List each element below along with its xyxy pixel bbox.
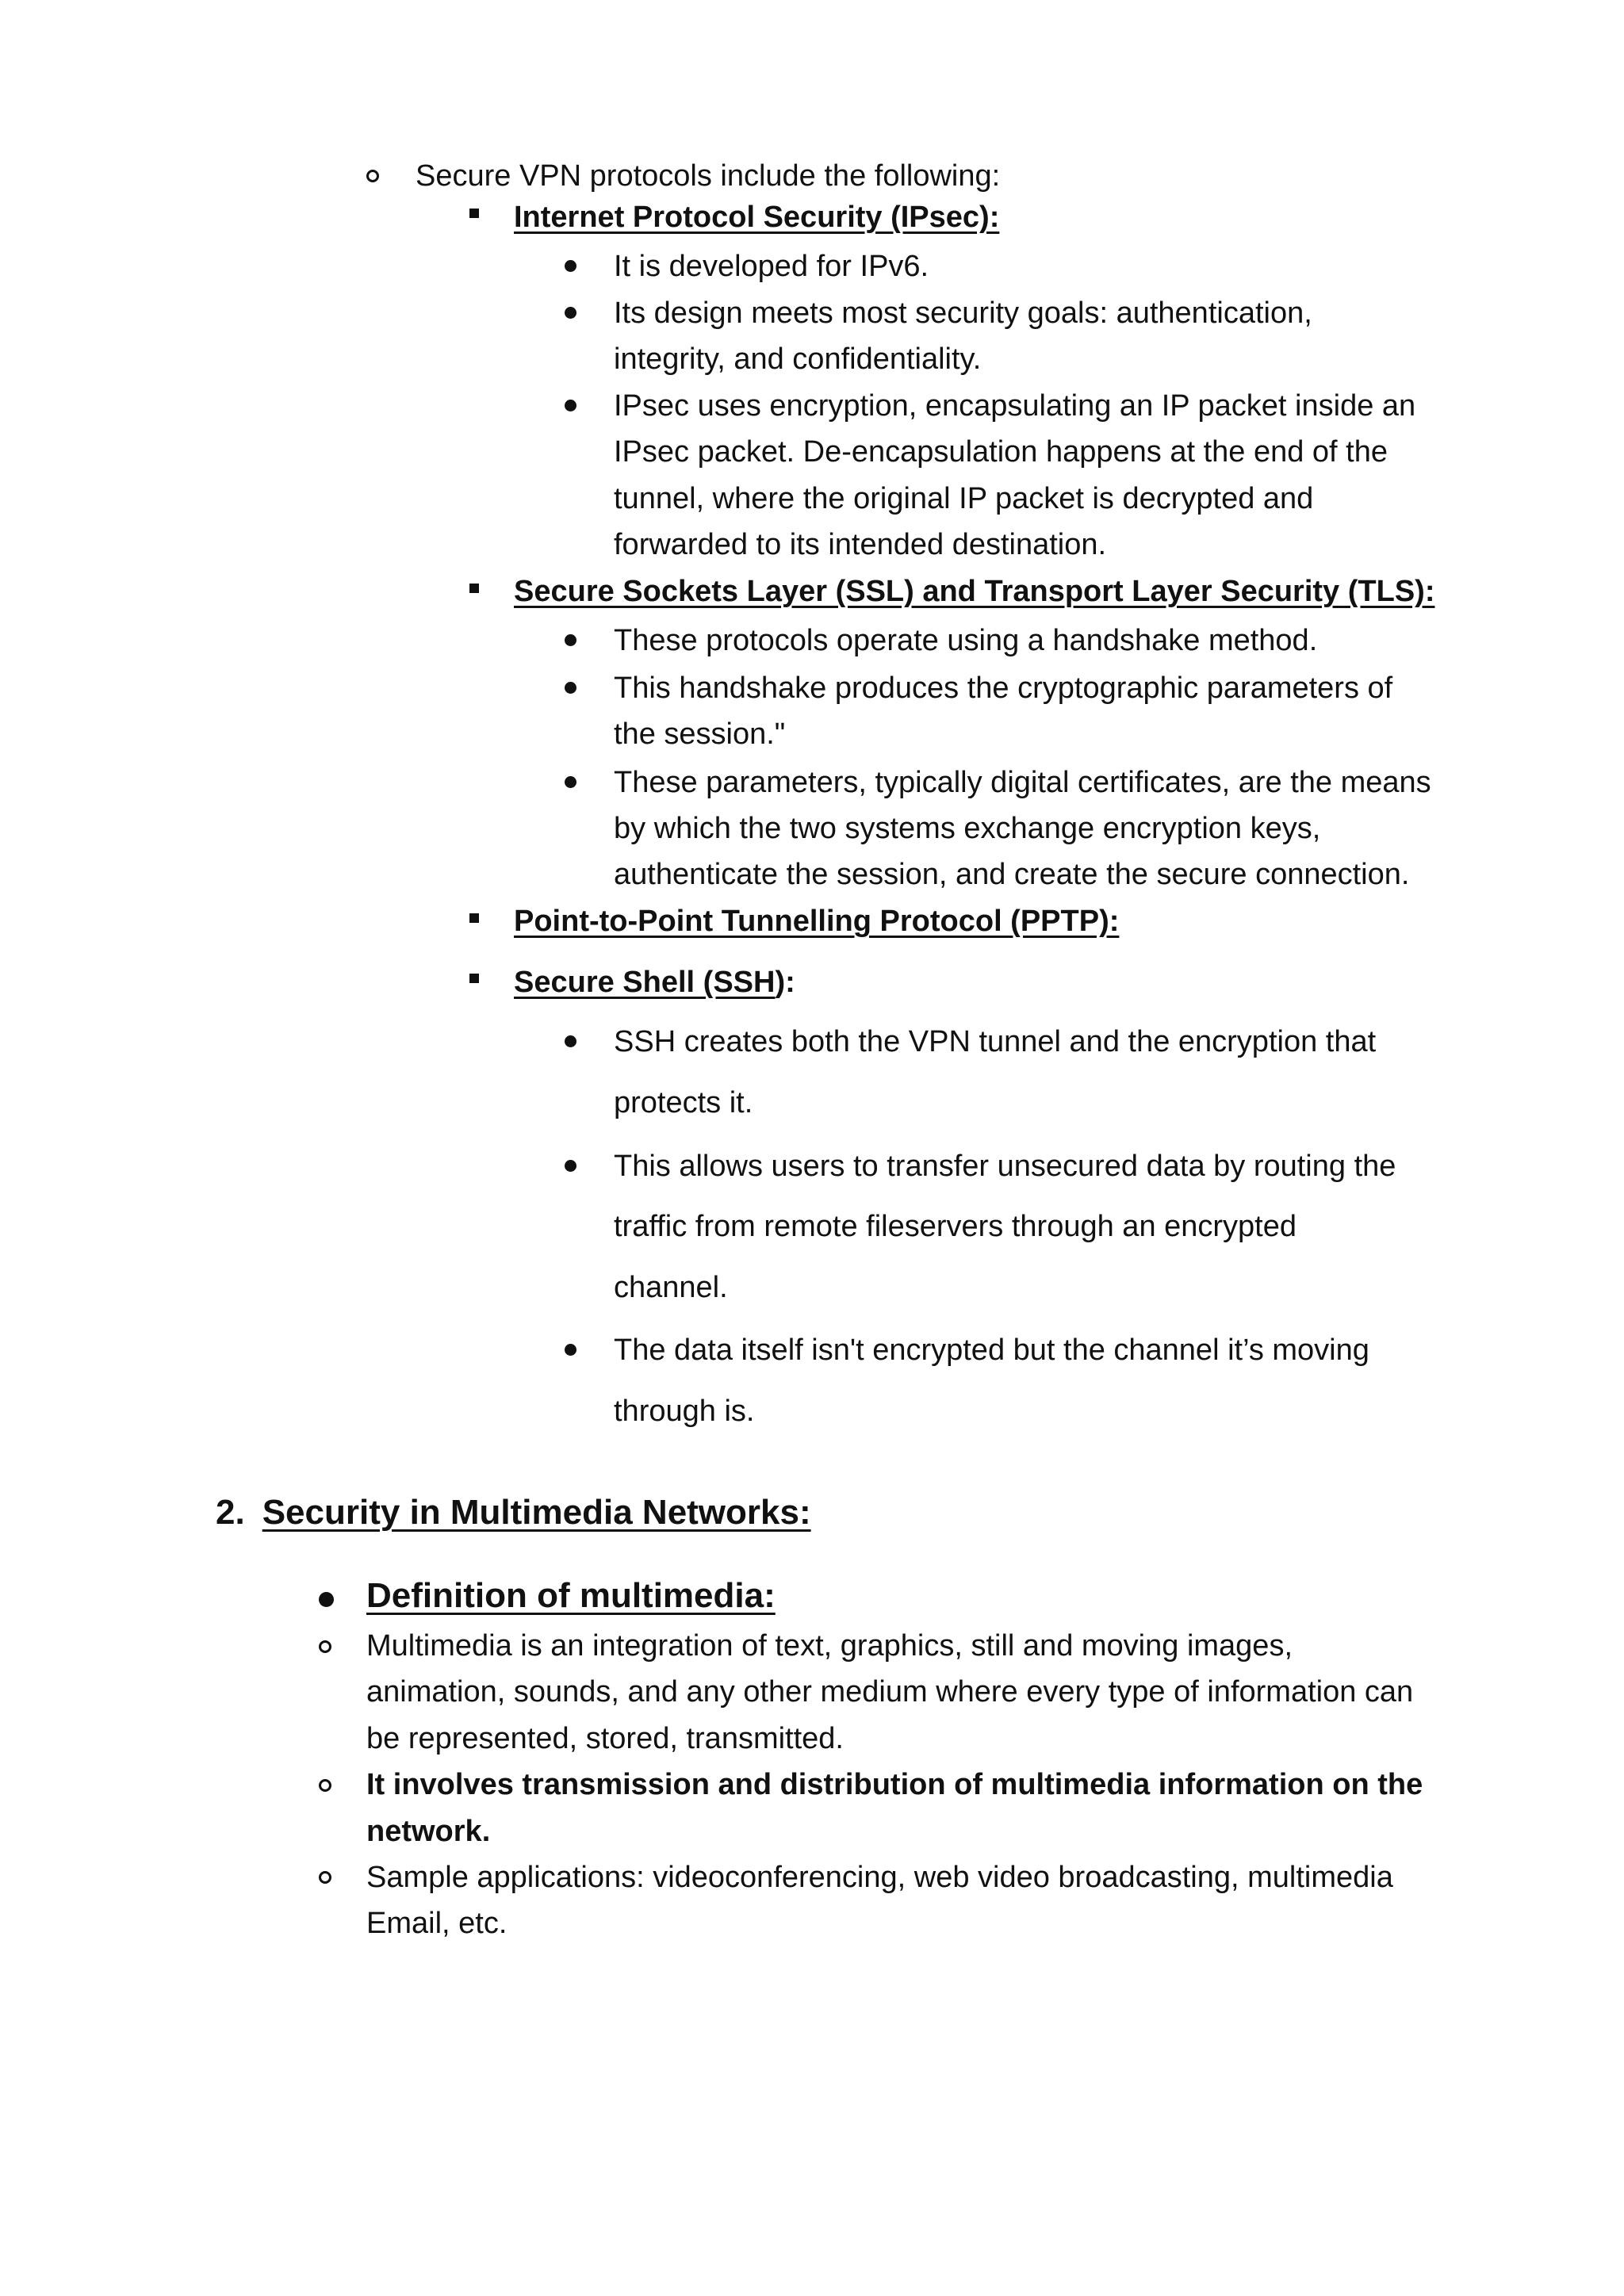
multimedia-point-2-line-2: network. xyxy=(366,1815,491,1848)
dot-bullet-icon xyxy=(565,1035,576,1047)
square-bullet-icon xyxy=(469,584,479,593)
definition-heading xyxy=(366,1572,776,1620)
section-number: 2. xyxy=(216,1493,245,1532)
ssh-item-2-line-1: This allows users to transfer unsecured data by routing the xyxy=(614,1150,1396,1183)
pptp-title: Point-to-Point Tunnelling Protocol (PPTP): xyxy=(514,905,1120,938)
ssh-title-suffix: ): xyxy=(775,966,795,999)
definition-heading-text: Definition of multimedia: xyxy=(366,1576,776,1615)
multimedia-point-1-line-1: Multimedia is an integration of text, graphics, still and moving images, xyxy=(366,1629,1293,1663)
dot-bullet-icon xyxy=(565,400,576,411)
ssh-item-3-line-2: through is. xyxy=(614,1395,755,1428)
ssl-item-2-line-2: the session." xyxy=(614,718,786,751)
multimedia-point-1-line-3: be represented, stored, transmitted. xyxy=(366,1722,844,1755)
ssh-item-2-line-3: channel. xyxy=(614,1271,728,1304)
ssl-item-1-line-1: These protocols operate using a handshake method. xyxy=(614,624,1318,657)
dot-bullet-icon xyxy=(565,260,576,272)
ipsec-item-3-line-1: IPsec uses encryption, encapsulating an IP packet inside an xyxy=(614,389,1416,423)
ssh-title-underlined: Secure Shell (SSH xyxy=(514,966,776,999)
dot-bullet-icon xyxy=(565,776,576,788)
ssh-item-1-line-1: SSH creates both the VPN tunnel and the encryption that xyxy=(614,1025,1377,1058)
dot-bullet-icon xyxy=(565,682,576,694)
ssl-item-3-line-1: These parameters, typically digital certificates, are the means xyxy=(614,766,1431,799)
multimedia-point-3-line-2: Email, etc. xyxy=(366,1907,508,1940)
dot-bullet-icon xyxy=(319,1592,334,1607)
ssh-title xyxy=(514,959,795,1005)
hollow-circle-bullet-icon xyxy=(319,1640,331,1653)
ssh-item-1-line-2: protects it. xyxy=(614,1086,753,1119)
ipsec-item-2-line-2: integrity, and confidentiality. xyxy=(614,342,982,376)
square-bullet-icon xyxy=(469,913,479,923)
multimedia-point-2-line-1: It involves transmission and distribution of multimedia information on the xyxy=(366,1768,1423,1801)
dot-bullet-icon xyxy=(565,307,576,319)
ssh-item-3-line-1: The data itself isn't encrypted but the channel it’s moving xyxy=(614,1334,1369,1367)
multimedia-point-3-line-1: Sample applications: videoconferencing, web video broadcasting, multimedia xyxy=(366,1861,1393,1894)
dot-bullet-icon xyxy=(565,1160,576,1172)
ipsec-title: Internet Protocol Security (IPsec): xyxy=(514,201,1000,234)
dot-bullet-icon xyxy=(565,634,576,646)
section-title: Security in Multimedia Networks: xyxy=(262,1493,811,1532)
square-bullet-icon xyxy=(469,974,479,983)
section-2-heading xyxy=(216,1489,811,1536)
ipsec-item-3-line-3: tunnel, where the original IP packet is decrypted and xyxy=(614,482,1314,515)
ipsec-item-3-line-4: forwarded to its intended destination. xyxy=(614,528,1107,561)
ipsec-item-3-line-2: IPsec packet. De-encapsulation happens at the end of the xyxy=(614,435,1388,469)
ssl-item-3-line-3: authenticate the session, and create the secure connection. xyxy=(614,858,1410,891)
hollow-circle-bullet-icon xyxy=(319,1779,331,1792)
ssl-tls-title: Secure Sockets Layer (SSL) and Transport Layer Security (TLS): xyxy=(514,575,1435,608)
ipsec-item-1-line-1: It is developed for IPv6. xyxy=(614,250,929,283)
hollow-circle-bullet-icon xyxy=(319,1871,331,1884)
hollow-circle-bullet-icon xyxy=(366,170,379,182)
square-bullet-icon xyxy=(469,209,479,218)
ssh-item-2-line-2: traffic from remote fileservers through an encrypted xyxy=(614,1210,1297,1243)
vpn-intro: Secure VPN protocols include the following: xyxy=(416,159,1001,193)
multimedia-point-1-line-2: animation, sounds, and any other medium where every type of information can xyxy=(366,1675,1414,1709)
ssl-item-2-line-1: This handshake produces the cryptographic parameters of xyxy=(614,672,1393,705)
ssl-item-3-line-2: by which the two systems exchange encryption keys, xyxy=(614,812,1321,845)
dot-bullet-icon xyxy=(565,1344,576,1356)
ipsec-item-2-line-1: Its design meets most security goals: authentication, xyxy=(614,297,1312,330)
